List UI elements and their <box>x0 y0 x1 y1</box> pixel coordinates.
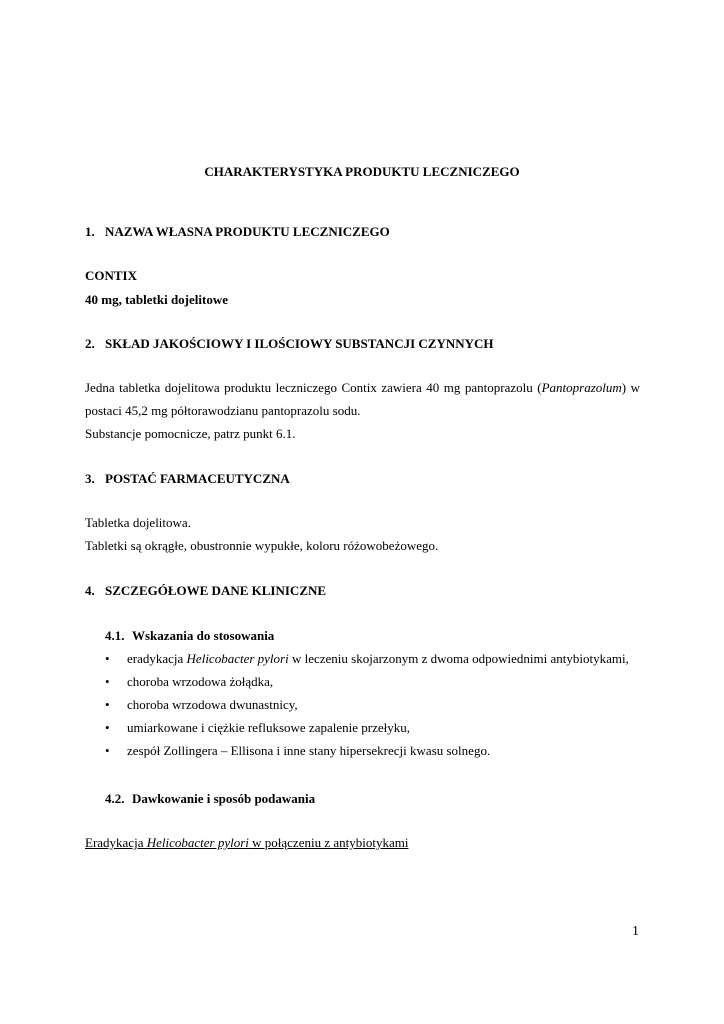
section-3-heading: POSTAĆ FARMACEUTYCZNA <box>105 471 290 486</box>
indication-3: choroba wrzodowa dwunastnicy, <box>127 697 298 712</box>
excipients-note: Substancje pomocnicze, patrz punkt 6.1. <box>85 426 296 441</box>
indication-4: umiarkowane i ciężkie refluksowe zapalenie przełyku, <box>127 720 410 735</box>
bullet-3: • <box>105 697 110 712</box>
indication-1: eradykacja Helicobacter pylori w leczeniu skojarzonym z dwoma odpowiednimi antybiotykami, <box>127 651 629 666</box>
product-form: 40 mg, tabletki dojelitowe <box>85 292 228 307</box>
product-name: CONTIX <box>85 268 138 283</box>
section-1-heading: NAZWA WŁASNA PRODUKTU LECZNICZEGO <box>105 224 390 239</box>
section-1-number: 1. <box>85 224 95 239</box>
bullet-5: • <box>105 743 110 758</box>
document-title: CHARAKTERYSTYKA PRODUKTU LECZNICZEGO <box>204 164 520 179</box>
eradication-subheading: Eradykacja Helicobacter pylori w połączeniu z antybiotykami <box>85 835 409 850</box>
composition-line-1: Jedna tabletka dojelitowa produktu leczniczego Contix zawiera 40 mg pantoprazolu (Pantoprazolum) w <box>85 380 641 395</box>
section-4-number: 4. <box>85 583 95 598</box>
subsection-4-2-heading: Dawkowanie i sposób podawania <box>132 791 316 806</box>
subsection-4-1-number: 4.1. <box>105 628 125 643</box>
section-2-number: 2. <box>85 336 95 351</box>
section-2-heading: SKŁAD JAKOŚCIOWY I ILOŚCIOWY SUBSTANCJI CZYNNYCH <box>105 336 494 351</box>
bullet-4: • <box>105 720 110 735</box>
form-text-1: Tabletka dojelitowa. <box>85 515 191 530</box>
indication-5: zespół Zollingera – Ellisona i inne stany hipersekrecji kwasu solnego. <box>127 743 491 758</box>
subsection-4-2-number: 4.2. <box>105 791 125 806</box>
page-number: 1 <box>632 924 639 939</box>
bullet-1: • <box>105 651 110 666</box>
form-text-2: Tabletki są okrągłe, obustronnie wypukłe, koloru różowobeżowego. <box>85 538 439 553</box>
section-4-heading: SZCZEGÓŁOWE DANE KLINICZNE <box>105 583 327 598</box>
indication-2: choroba wrzodowa żołądka, <box>127 674 274 689</box>
composition-line-2: postaci 45,2 mg półtorawodzianu pantoprazolu sodu. <box>85 403 361 418</box>
section-3-number: 3. <box>85 471 95 486</box>
bullet-2: • <box>105 674 110 689</box>
subsection-4-1-heading: Wskazania do stosowania <box>132 628 275 643</box>
